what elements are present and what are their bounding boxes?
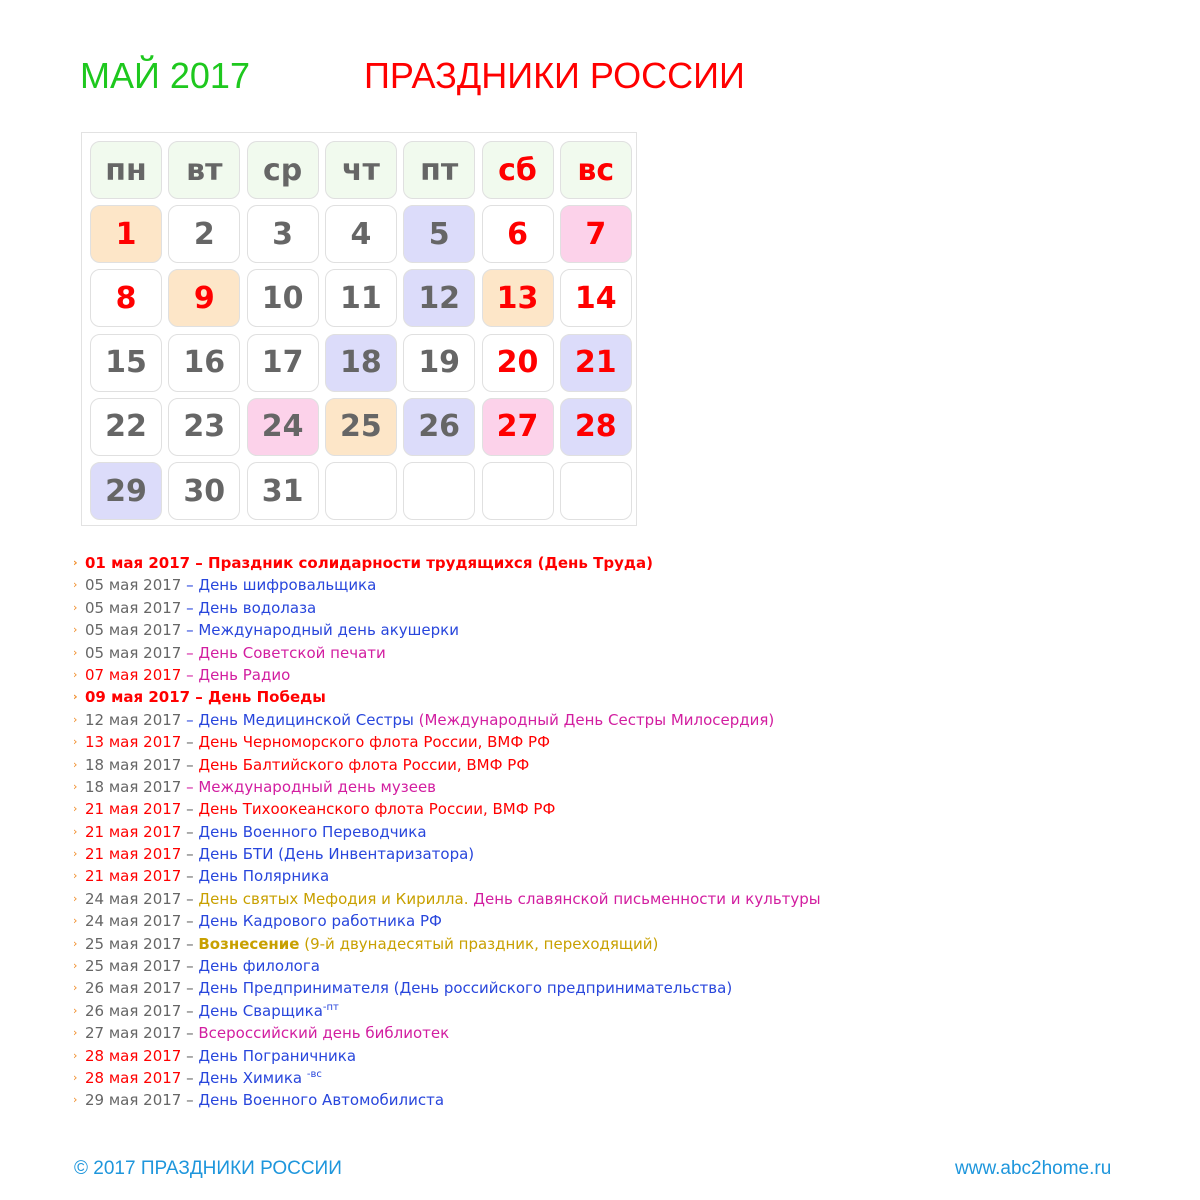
event-text: –: [181, 1001, 199, 1020]
weekday-header: чт: [325, 141, 397, 199]
event-text: – День шифровальщика: [181, 576, 377, 595]
day-cell: 28: [560, 398, 632, 456]
bullet-icon: ›: [73, 959, 78, 973]
event-text: День Балтийского флота России, ВМФ РФ: [198, 755, 530, 774]
day-cell: 25: [325, 398, 397, 456]
event-text: 13 мая 2017: [85, 733, 182, 752]
bullet-icon: ›: [73, 824, 78, 838]
bullet-icon: ›: [73, 757, 78, 771]
event-item: [73, 1045, 821, 1067]
day-cell: 24: [247, 398, 319, 456]
event-item: [73, 798, 821, 820]
weekday-header: вт: [168, 141, 240, 199]
events-list: [73, 552, 821, 1112]
day-cell: 22: [90, 398, 162, 456]
bullet-icon: ›: [73, 556, 78, 569]
weekday-header: вс: [560, 141, 632, 199]
day-cell: 15: [90, 334, 162, 392]
day-cell: 31: [247, 462, 319, 520]
calendar-grid: [81, 132, 637, 526]
bullet-icon: ›: [73, 1003, 78, 1017]
bullet-icon: ›: [73, 1093, 78, 1107]
bullet-icon: ›: [73, 690, 78, 704]
event-text: –: [181, 800, 199, 819]
event-text: 21 мая 2017: [85, 822, 182, 841]
bullet-icon: ›: [73, 981, 78, 995]
event-item: [73, 1067, 821, 1089]
event-item: [73, 1089, 821, 1111]
event-item: [73, 955, 821, 977]
event-text: 24 мая 2017: [85, 912, 182, 931]
page-title: ПРАЗДНИКИ РОССИИ: [364, 55, 745, 96]
empty-day-cell: [482, 462, 554, 520]
event-item: [73, 977, 821, 999]
event-text: День Химика: [198, 1068, 307, 1087]
day-cell: 21: [560, 334, 632, 392]
day-cell: 27: [482, 398, 554, 456]
event-item: [73, 1000, 821, 1022]
event-item: [73, 776, 821, 798]
event-text: 05 мая 2017: [85, 598, 182, 617]
event-text: День Сварщика: [198, 1001, 323, 1020]
event-text: День Предпринимателя (День российского предпринимательства): [198, 979, 733, 998]
bullet-icon: ›: [73, 645, 78, 659]
day-cell: 9: [168, 269, 240, 327]
day-cell: 11: [325, 269, 397, 327]
event-text: –: [181, 867, 199, 886]
event-text: – Международный день музеев: [181, 777, 437, 796]
bullet-icon: ›: [73, 712, 78, 726]
event-text: 28 мая 2017: [85, 1046, 182, 1065]
event-text: –: [181, 934, 199, 953]
event-text: –: [181, 733, 199, 752]
event-text: 25 мая 2017: [85, 934, 182, 953]
event-text: 26 мая 2017: [85, 1001, 182, 1020]
day-cell: 14: [560, 269, 632, 327]
event-item: [73, 731, 821, 753]
event-text: 27 мая 2017: [85, 1024, 182, 1043]
bullet-icon: ›: [73, 847, 78, 861]
event-text: 05 мая 2017: [85, 576, 182, 595]
event-text: 01 мая 2017 – Праздник солидарности трудящихся (День Труда): [85, 554, 653, 572]
event-item: [73, 754, 821, 776]
month-title: МАЙ 2017: [80, 55, 250, 96]
day-cell: 29: [90, 462, 162, 520]
event-text: Вознесение: [198, 934, 300, 953]
event-text: – День водолаза: [181, 598, 317, 617]
day-cell: 3: [247, 205, 319, 263]
event-text: 24 мая 2017: [85, 889, 182, 908]
day-cell: 2: [168, 205, 240, 263]
event-text: –: [181, 755, 199, 774]
event-item: [73, 642, 821, 664]
footer-site-link[interactable]: www.abc2home.ru: [955, 1158, 1112, 1179]
event-item: [73, 888, 821, 910]
event-text: 26 мая 2017: [85, 979, 182, 998]
event-text: – День Медицинской Сестры: [181, 710, 414, 729]
event-text: –: [181, 957, 199, 976]
weekday-header: сб: [482, 141, 554, 199]
event-text: 05 мая 2017: [85, 643, 182, 662]
event-text: 21 мая 2017: [85, 800, 182, 819]
event-text: –: [181, 889, 199, 908]
bullet-icon: ›: [73, 578, 78, 592]
event-text: –: [181, 822, 199, 841]
day-cell: 8: [90, 269, 162, 327]
day-cell: 4: [325, 205, 397, 263]
event-item: [73, 619, 821, 641]
day-cell: 30: [168, 462, 240, 520]
event-text: –: [181, 912, 199, 931]
event-item: [73, 686, 821, 708]
day-cell: 7: [560, 205, 632, 263]
event-text: День Пограничника: [198, 1046, 357, 1065]
event-text: – День Советской печати: [181, 643, 386, 662]
day-cell: 1: [90, 205, 162, 263]
event-text: День Кадрового работника РФ: [198, 912, 442, 931]
event-text: –: [181, 1068, 199, 1087]
day-cell: 18: [325, 334, 397, 392]
event-text: –: [181, 1024, 199, 1043]
weekday-header: пт: [403, 141, 475, 199]
event-text: 21 мая 2017: [85, 845, 182, 864]
event-text: (9-й двунадесятый праздник, переходящий): [299, 934, 659, 953]
event-text: День Тихоокеанского флота России, ВМФ РФ: [198, 800, 556, 819]
event-text: День славянской письменности и культуры: [468, 889, 821, 908]
event-item: [73, 910, 821, 932]
day-cell: 12: [403, 269, 475, 327]
event-text: – День Радио: [181, 665, 291, 684]
empty-day-cell: [403, 462, 475, 520]
bullet-icon: ›: [73, 667, 78, 681]
day-cell: 19: [403, 334, 475, 392]
event-text: День Военного Переводчика: [198, 822, 427, 841]
event-item: [73, 574, 821, 596]
event-item: [73, 709, 821, 731]
event-text: 21 мая 2017: [85, 867, 182, 886]
bullet-icon: ›: [73, 779, 78, 793]
event-item: [73, 865, 821, 887]
footer-copyright: © 2017 ПРАЗДНИКИ РОССИИ: [74, 1158, 342, 1179]
event-text: 18 мая 2017: [85, 755, 182, 774]
day-cell: 5: [403, 205, 475, 263]
event-text: День филолога: [198, 957, 320, 976]
empty-day-cell: [325, 462, 397, 520]
event-text: – Международный день акушерки: [181, 621, 459, 640]
empty-day-cell: [560, 462, 632, 520]
bullet-icon: ›: [73, 1070, 78, 1084]
event-text: 12 мая 2017: [85, 710, 182, 729]
bullet-icon: ›: [73, 869, 78, 883]
bullet-icon: ›: [73, 623, 78, 637]
weekday-header: пн: [90, 141, 162, 199]
event-text: Всероссийский день библиотек: [198, 1024, 450, 1043]
event-text: –: [181, 979, 199, 998]
bullet-icon: ›: [73, 914, 78, 928]
event-text: –: [181, 1091, 199, 1110]
event-text: 09 мая 2017 – День Победы: [85, 688, 326, 707]
day-cell: 16: [168, 334, 240, 392]
event-text: –: [181, 845, 199, 864]
event-text: 28 мая 2017: [85, 1068, 182, 1087]
event-text: -вс: [306, 1068, 322, 1080]
event-text: –: [181, 1046, 199, 1065]
bullet-icon: ›: [73, 1048, 78, 1062]
event-text: День БТИ (День Инвентаризатора): [198, 845, 475, 864]
bullet-icon: ›: [73, 600, 78, 614]
bullet-icon: ›: [73, 1026, 78, 1040]
day-cell: 20: [482, 334, 554, 392]
bullet-icon: ›: [73, 891, 78, 905]
event-text: 07 мая 2017: [85, 665, 182, 684]
event-text: День святых Мефодия и Кирилла.: [198, 889, 469, 908]
bullet-icon: ›: [73, 735, 78, 749]
day-cell: 6: [482, 205, 554, 263]
event-item: [73, 933, 821, 955]
event-item: [73, 664, 821, 686]
event-text: 25 мая 2017: [85, 957, 182, 976]
day-cell: 23: [168, 398, 240, 456]
event-text: 05 мая 2017: [85, 621, 182, 640]
event-text: День Военного Автомобилиста: [198, 1091, 445, 1110]
event-item: [73, 1022, 821, 1044]
event-item: [73, 597, 821, 619]
weekday-header: ср: [247, 141, 319, 199]
bullet-icon: ›: [73, 802, 78, 816]
event-text: 18 мая 2017: [85, 777, 182, 796]
day-cell: 13: [482, 269, 554, 327]
event-text: День Полярника: [198, 867, 330, 886]
day-cell: 10: [247, 269, 319, 327]
event-text: 29 мая 2017: [85, 1091, 182, 1110]
event-item: [73, 821, 821, 843]
day-cell: 17: [247, 334, 319, 392]
event-text: (Международный День Сестры Милосердия): [413, 710, 775, 729]
day-cell: 26: [403, 398, 475, 456]
event-item: [73, 843, 821, 865]
event-text: День Черноморского флота России, ВМФ РФ: [198, 733, 550, 752]
event-text: -пт: [322, 1001, 339, 1013]
bullet-icon: ›: [73, 936, 78, 950]
event-item: [73, 552, 821, 574]
